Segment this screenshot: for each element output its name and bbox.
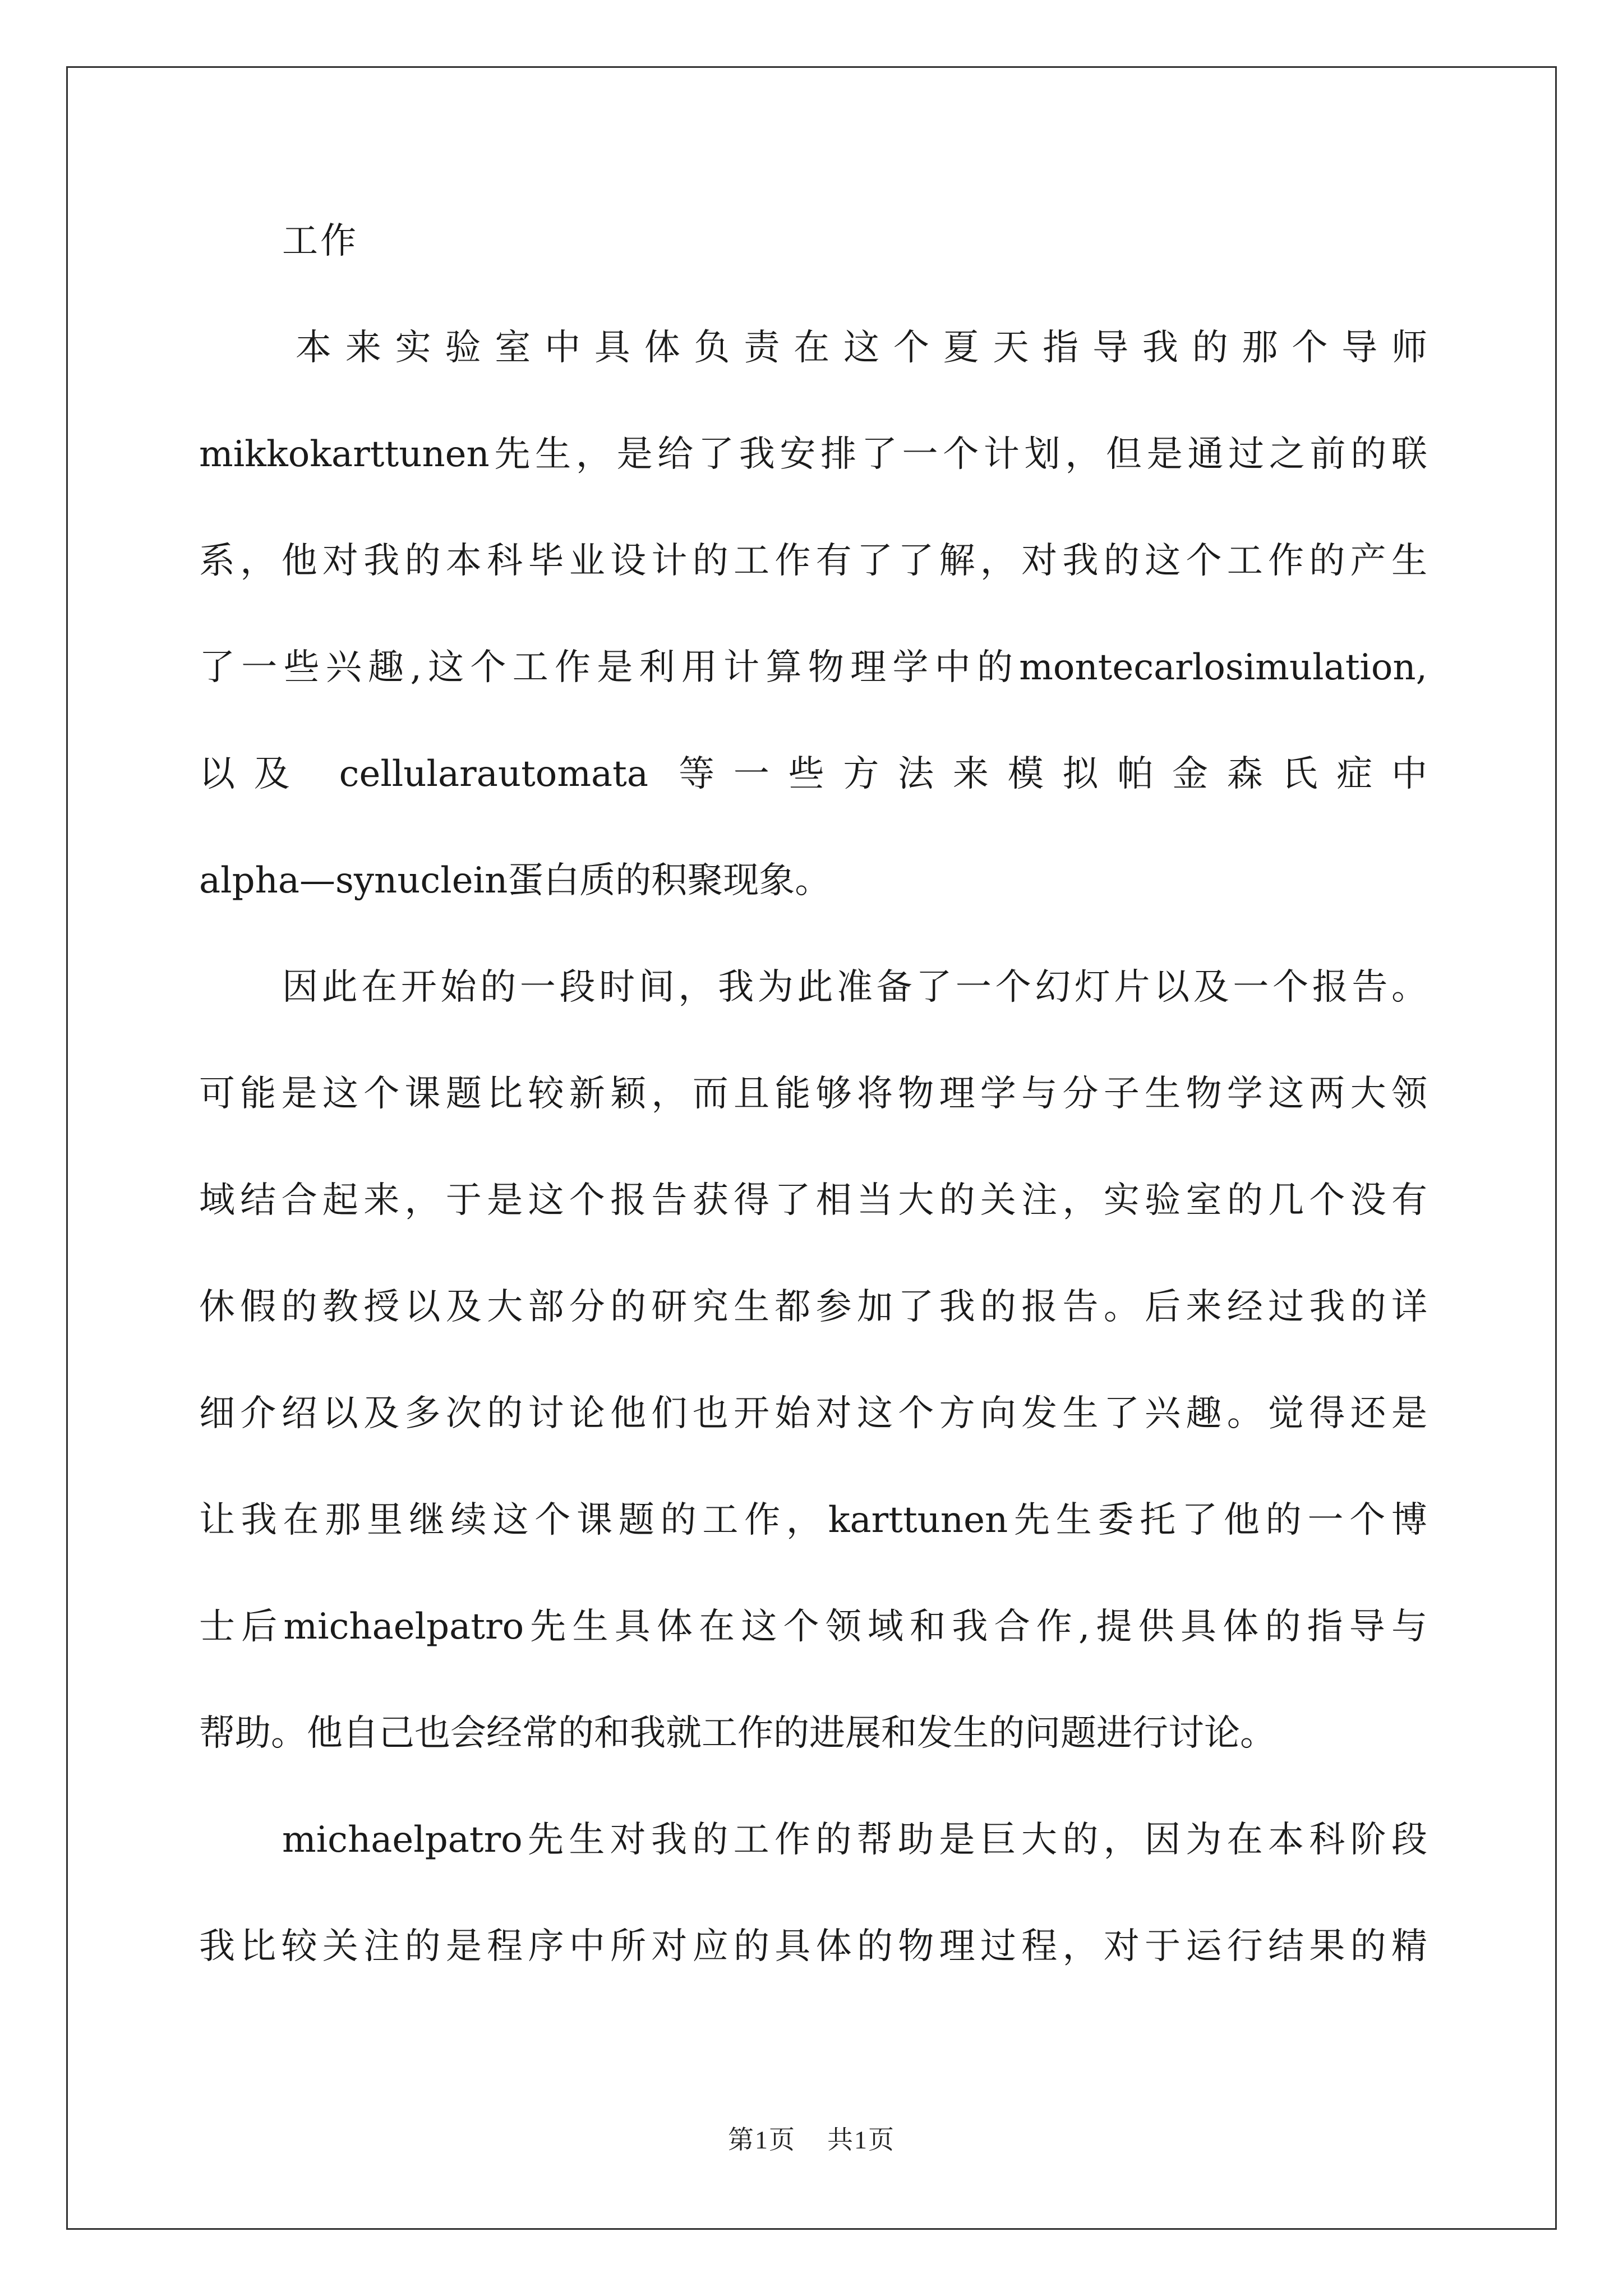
- document-body: [199, 213, 1427, 2025]
- text-line: 了一些兴趣,这个工作是利用计算物理学中的montecarlosimulation,: [199, 647, 1427, 688]
- text-line: 以及 cellularautomata 等一些方法来模拟帕金森氏症中: [199, 753, 1427, 795]
- text-line: 因此在开始的一段时间，我为此准备了一个幻灯片以及一个报告。: [282, 967, 1427, 1008]
- section-heading: 工作: [282, 220, 358, 262]
- text-line: 帮助。他自己也会经常的和我就工作的进展和发生的问题进行讨论。: [199, 1713, 1276, 1754]
- text-line: 细介绍以及多次的讨论他们也开始对这个方向发生了兴趣。觉得还是: [199, 1393, 1427, 1434]
- paragraph-3: [199, 1812, 1427, 2025]
- text-line: 可能是这个课题比较新颖，而且能够将物理学与分子生物学这两大领: [199, 1073, 1427, 1115]
- page-total: 共1页: [827, 2125, 895, 2154]
- text-line: 休假的教授以及大部分的研究生都参加了我的报告。后来经过我的详: [199, 1286, 1427, 1328]
- page-footer: [0, 2119, 1623, 2156]
- paragraph-1: [199, 320, 1427, 959]
- text-line: 我比较关注的是程序中所对应的具体的物理过程，对于运行结果的精: [199, 1926, 1427, 1967]
- text-line: mikkokarttunen先生，是给了我安排了一个计划，但是通过之前的联: [199, 434, 1427, 475]
- text-line: 本来实验室中具体负责在这个夏天指导我的那个导师: [296, 327, 1427, 369]
- text-line: alpha—synuclein蛋白质的积聚现象。: [199, 860, 831, 901]
- text-line: 让我在那里继续这个课题的工作，karttunen先生委托了他的一个博: [199, 1499, 1427, 1541]
- text-line: 域结合起来，于是这个报告获得了相当大的关注，实验室的几个没有: [199, 1180, 1427, 1221]
- text-line: michaelpatro先生对我的工作的帮助是巨大的，因为在本科阶段: [282, 1819, 1427, 1861]
- text-line: 士后michaelpatro先生具体在这个领域和我合作,提供具体的指导与: [199, 1606, 1427, 1648]
- page-number: 第1页: [728, 2125, 796, 2154]
- text-line: 系，他对我的本科毕业设计的工作有了了解，对我的这个工作的产生: [199, 540, 1427, 582]
- paragraph-2: [199, 959, 1427, 1812]
